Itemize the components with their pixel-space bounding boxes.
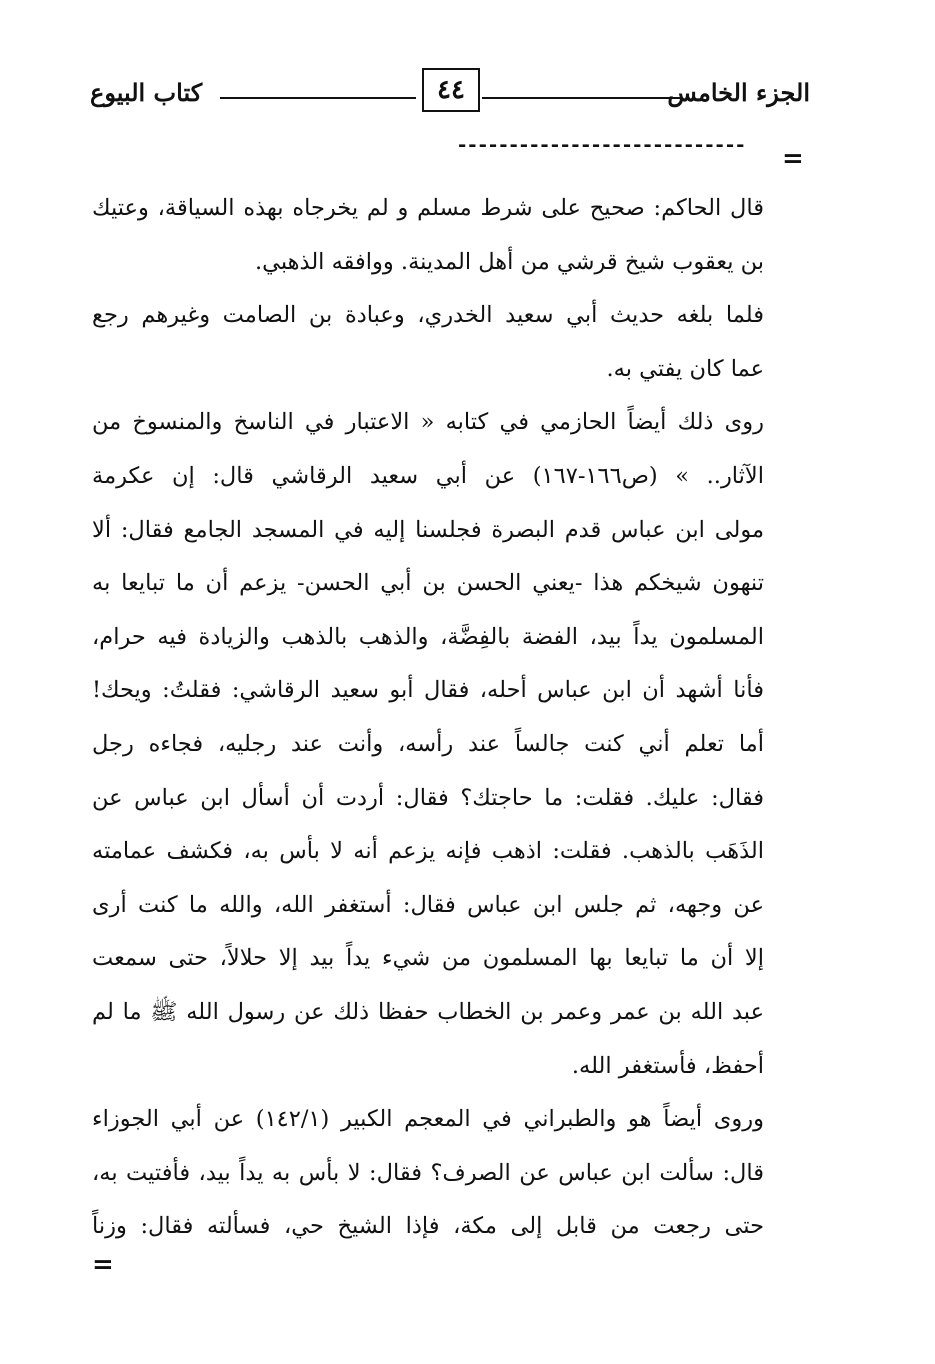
text-line: قال: سألت ابن عباس عن الصرف؟ فقال: لا بأس به يداً بيد، فأفتيت به، — [92, 1159, 764, 1186]
body-text — [92, 182, 764, 1254]
header-rule-left — [220, 97, 416, 99]
text-line: وروى أيضاً هو والطبراني في المعجم الكبير (١٤٢/١) عن أبي الجوزاء — [92, 1106, 764, 1133]
text-line: عبد الله بن عمر وعمر بن الخطاب حفظا ذلك عن رسول الله ﷺ ما لم — [92, 998, 764, 1025]
text-line: الآثار.. » (ص١٦٦-١٦٧) عن أبي سعيد الرقاشي قال: إن عكرمة — [92, 462, 764, 489]
text-line: إلا أن ما تبايعا بها المسلمون من شيء يداً بيد إلا حلالاً، حتى سمعت — [92, 945, 764, 972]
text-line: حتى رجعت من قابل إلى مكة، فإذا الشيخ حي، فسألته فقال: وزناً — [92, 1213, 764, 1240]
text-line: بن يعقوب شيخ قرشي من أهل المدينة. ووافقه الذهبي. — [254, 248, 764, 275]
text-line: الذَهَب بالذهب. فقلت: اذهب فإنه يزعم أنه لا بأس به، فكشف عمامته — [92, 838, 764, 865]
text-line: عما كان يفتي به. — [606, 355, 764, 382]
continuation-mark-bottom: = — [92, 1250, 114, 1280]
header-rule-right — [482, 97, 682, 99]
text-line: المسلمون يداً بيد، الفضة بالفِضَّة، والذهب بالذهب والزيادة فيه حرام، — [92, 623, 764, 650]
text-line: قال الحاكم: صحيح على شرط مسلم و لم يخرجاه بهذه السياقة، وعتيك — [92, 195, 764, 221]
text-line: مولى ابن عباس قدم البصرة فجلسنا إليه في المسجد الجامع فقال: ألا — [92, 516, 764, 543]
text-line: أحفظ، فأستغفر الله. — [571, 1052, 764, 1079]
text-line: فقال: عليك. فقلت: ما حاجتك؟ فقال: أردت أن أسأل ابن عباس عن — [92, 784, 764, 811]
part-title: الجزء الخامس — [667, 78, 810, 107]
text-line: فأنا أشهد أن ابن عباس أحله، فقال أبو سعيد الرقاشي: فقلتُ: ويحك! — [92, 677, 764, 704]
text-line: تنهون شيخكم هذا -يعني الحسن بن أبي الحسن- يزعم أن ما تبايعا به — [92, 570, 764, 597]
continuation-mark-top: = — [782, 144, 804, 174]
text-line: عن وجهه، ثم جلس ابن عباس فقال: أستغفر الله، والله ما كنت أرى — [92, 891, 764, 918]
text-line: روى ذلك أيضاً الحازمي في كتابه « الاعتبار في الناسخ والمنسوخ من — [92, 409, 764, 436]
book-title: كتاب البيوع — [90, 78, 203, 107]
text-line: أما تعلم أني كنت جالساً عند رأسه، وأنت عند رجليه، فجاءه رجل — [92, 730, 764, 757]
page-number-box: ٤٤ — [422, 68, 480, 112]
running-header — [90, 66, 810, 118]
text-line: فلما بلغه حديث أبي سعيد الخدري، وعبادة بن الصامت وغيرهم رجع — [92, 302, 764, 329]
header-dashed-separator: ---------------------------- — [458, 132, 747, 156]
